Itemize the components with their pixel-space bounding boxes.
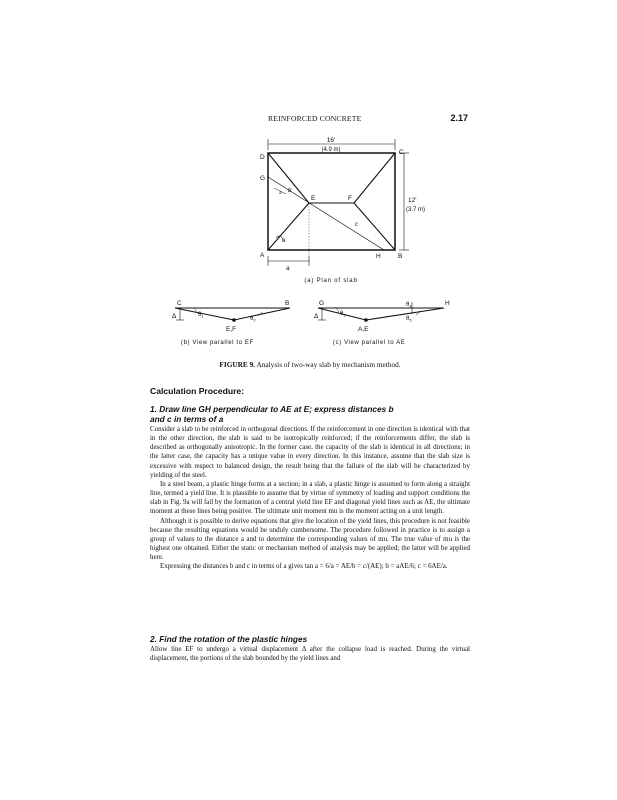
symbol-b: b [288, 188, 292, 194]
view-b-theta1: $\theta_1$ [198, 312, 204, 319]
page-number: 2.17 [450, 113, 468, 123]
running-head [150, 114, 468, 128]
subcaption-b: (b) View parallel to EF [181, 340, 254, 346]
point-g: G [260, 175, 266, 182]
dim-width: 16' [326, 137, 336, 144]
point-d: D [260, 154, 265, 161]
point-f: F [348, 195, 352, 202]
point-c: C [399, 149, 404, 156]
dim-width-m: (4.9 m) [321, 147, 341, 153]
dim-height: 12' [408, 197, 417, 204]
view-c-theta4: $\theta_4$ [406, 302, 412, 309]
view-c-theta3: $\theta_3$ [340, 311, 346, 318]
paragraph-4: Expressing the distances b and c in terms of a gives tan a = 6/a = AE/b = c/(AE); b = aAE/6; c = 6AE/a. [160, 562, 448, 571]
view-b-theta2: $\theta_2$ [250, 316, 256, 323]
point-e: E [311, 195, 316, 202]
paragraph-1: Consider a slab to be reinforced in orthogonal directions. If the reinforcement in one direction is identical with that in the other direction, the slab is said to be isotropically reinforced; if the reinforcements differ, the slab is described as orthogonally anisotropic. In the former case, the capacity of the slab is identical in all directions; in the latter case, the capacity has a unique value in every direction. In this instance, assume that the slab size is excessive with respect to balanced design, the result being that the failure of the slab will be characterized by yielding of the steel. [150, 425, 470, 479]
paragraph-3: Although it is possible to derive equations that give the location of the yield lines, this procedure is not feasible because the resulting equations would be unduly cumbersome. The procedure followed in practice is to assign a group of values to the distance a and to determine the corresponding values of mu. The true value of mu is the highest one obtained. Either the static or mechanism method of analysis may be applied; the latter will be applied here. [150, 516, 470, 562]
view-b-b: B [285, 300, 290, 307]
view-b-ef: E,F [226, 326, 237, 333]
figure-9 [150, 130, 468, 370]
caption-text: Analysis of two-way slab by mechanism method. [256, 360, 401, 369]
paragraph-2: In a steel beam, a plastic hinge forms at a section; in a slab, a plastic hinge is assumed to form along a straight line, termed a yield line. It is plausible to assume that by virtue of symmetry of loading and support conditions the slab in Fig. 9a will fail by the formation of a central yield line EF and diagonal yield lines such as AE, the ultimate moment at these lines being positive. The ultimate unit moment mu is the moment acting on a unit length. [150, 479, 470, 516]
step-2-heading: 2. Find the rotation of the plastic hinges [150, 634, 308, 644]
caption-label: FIGURE 9. [219, 360, 256, 369]
point-h: H [376, 253, 381, 260]
step-1-heading-line-2: and c in terms of a [150, 414, 224, 424]
yield-line-ae [268, 203, 309, 250]
figure-drawing [150, 130, 468, 370]
point-b: B [398, 253, 403, 260]
view-c-g: G [319, 300, 325, 307]
view-b-delta: Δ [172, 313, 177, 320]
subcaption-c: (c) View parallel to AE [333, 340, 406, 346]
step-1-heading-line-1: 1. Draw line GH perpendicular to AE at E; express distances b [150, 404, 394, 414]
view-b-c: C [177, 300, 182, 307]
step-1-heading [150, 404, 470, 424]
subcaption-a: (a) Plan of slab [304, 278, 358, 284]
point-a: A [260, 252, 265, 259]
yield-line-fb [354, 203, 395, 250]
section-title: Calculation Procedure: [150, 386, 245, 396]
view-c-delta: Δ [314, 313, 319, 320]
view-c-h: H [445, 300, 450, 307]
figure-caption [150, 360, 470, 369]
paragraph-5: Allow line EF to undergo a virtual displacement Δ after the collapse load is reached. During the virtual displacement, the portions of the slab bounded by the yield lines and [150, 645, 470, 663]
slab-outline [268, 153, 395, 250]
view-c-theta5: $\theta_5$ [406, 316, 412, 323]
symbol-a-dim: a [286, 265, 290, 272]
yield-line-de [268, 153, 309, 203]
dim-height-m: (3.7 m) [406, 207, 426, 213]
yield-line-fc [354, 153, 395, 203]
symbol-a-small: a [279, 190, 282, 195]
step-1-body [150, 425, 470, 572]
view-c-ae: A,E [358, 326, 369, 333]
symbol-a-angle: a [282, 238, 286, 244]
symbol-c: c [355, 222, 358, 228]
step-2-body [150, 645, 470, 663]
running-title: REINFORCED CONCRETE [268, 114, 362, 123]
